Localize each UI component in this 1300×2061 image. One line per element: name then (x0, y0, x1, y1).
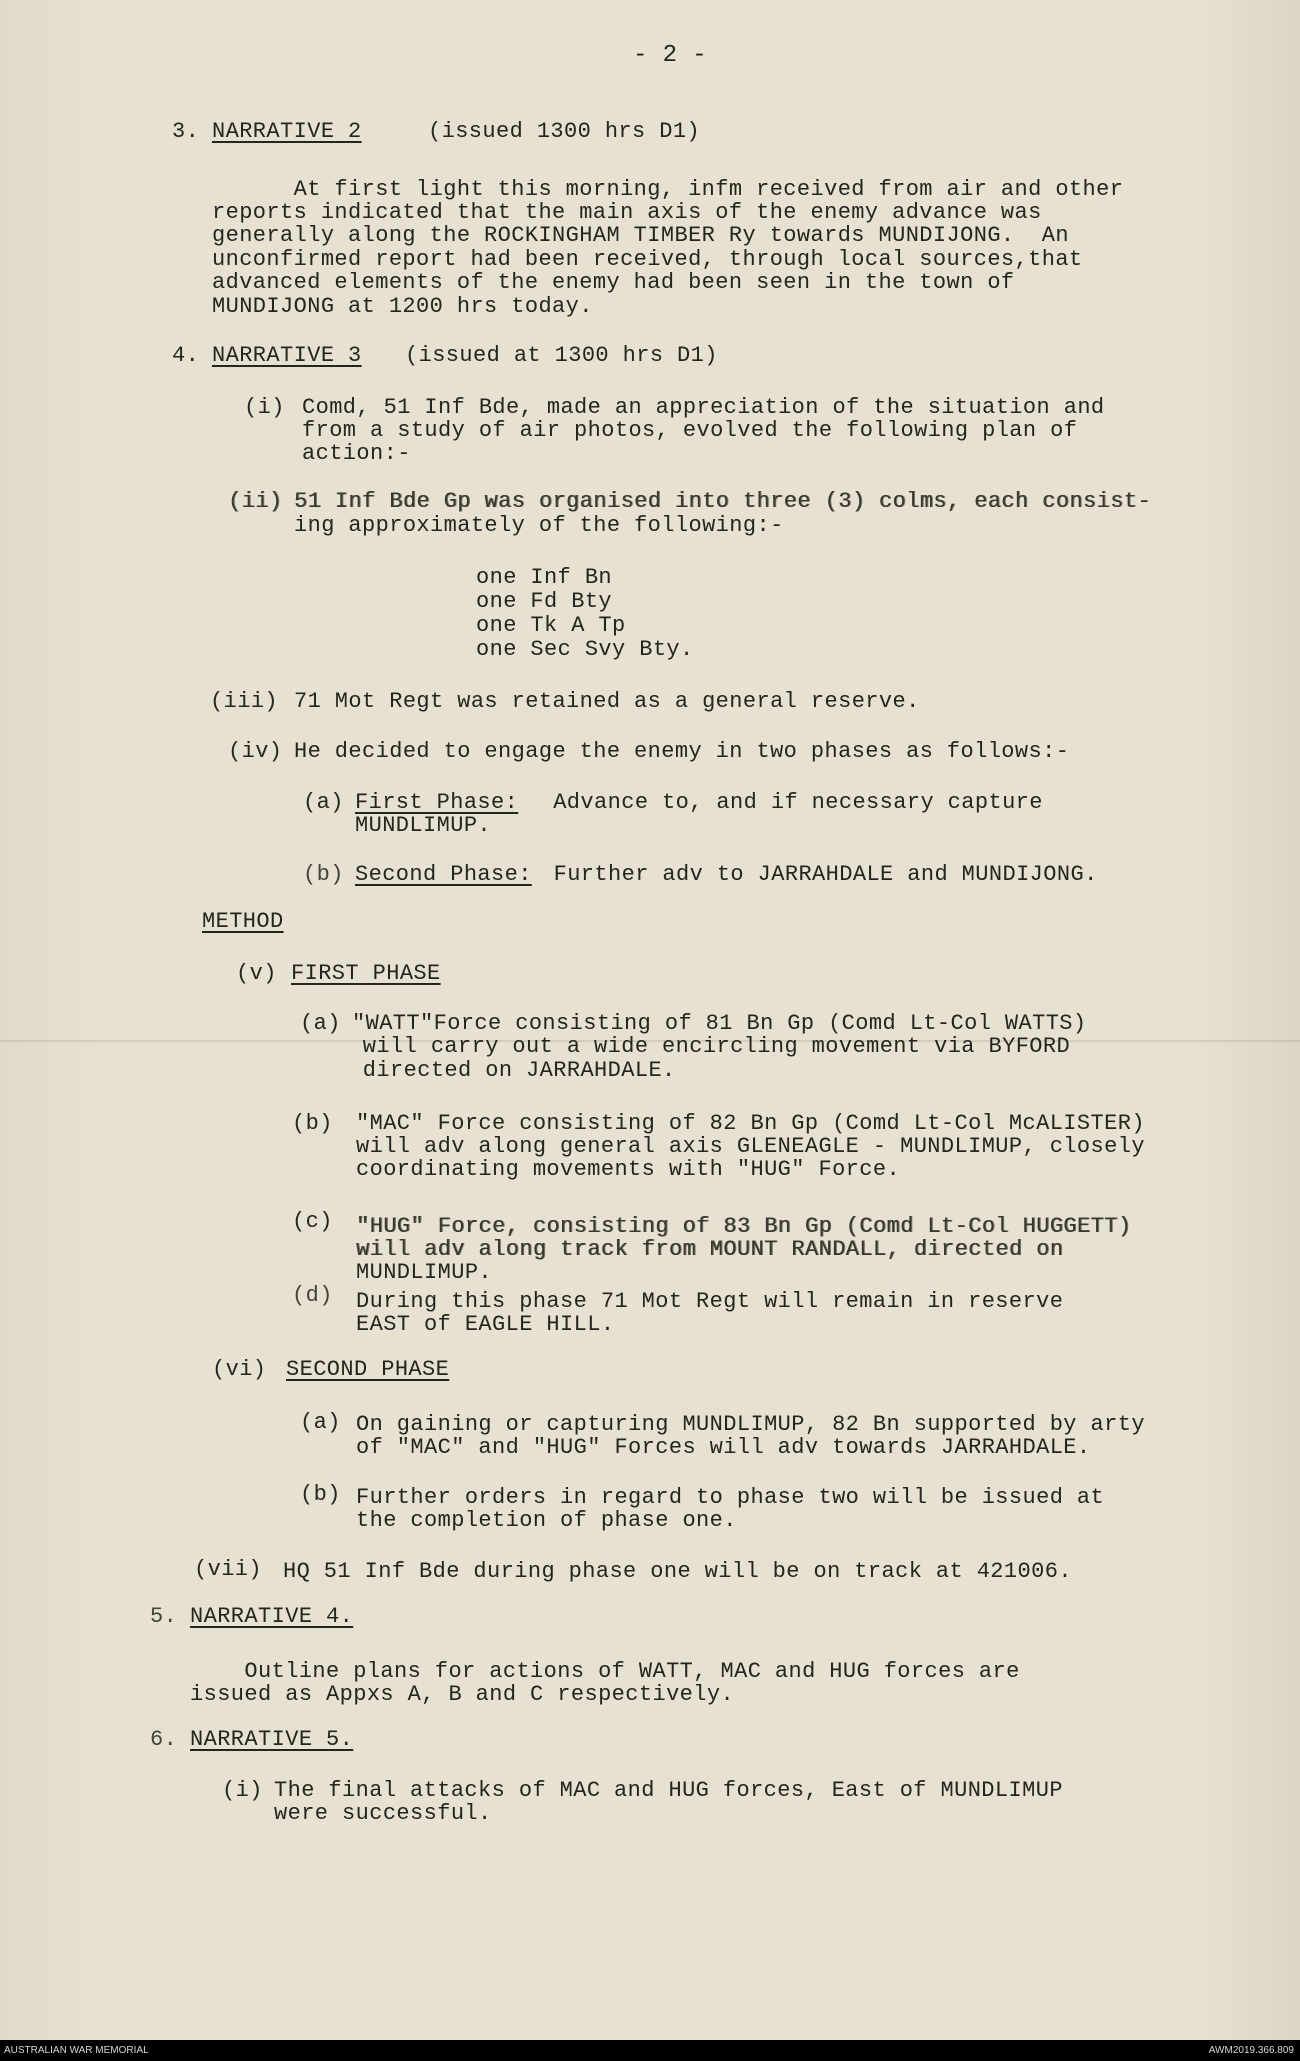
item-iv-a-text: Advance to, and if necessary capture (526, 790, 1043, 815)
para-3-number: 3. (172, 119, 200, 144)
method-heading: METHOD (202, 909, 284, 934)
text-line: During this phase 71 Mot Regt will remain in reserve (356, 1289, 1064, 1314)
archive-name: AUSTRALIAN WAR MEMORIAL (4, 2045, 149, 2056)
list-item: one Inf Bn (476, 565, 613, 590)
list-item: one Tk A Tp (476, 613, 626, 638)
item-iv-a-text-cont: MUNDLIMUP. (355, 813, 492, 838)
para-6-number: 6. (150, 1727, 178, 1752)
text-line: were successful. (274, 1801, 492, 1826)
text-line: the completion of phase one. (356, 1508, 737, 1533)
archive-footer (0, 2040, 1300, 2061)
second-phase-title: SECOND PHASE (286, 1357, 450, 1382)
item-iii-label: (iii) (210, 689, 279, 714)
item-v-d-label: (d) (292, 1283, 333, 1308)
para-5-heading: NARRATIVE 4. (190, 1604, 354, 1629)
item-vi-label: (vi) (212, 1357, 267, 1382)
item-vii-label: (vii) (194, 1557, 263, 1582)
item-iv-label: (iv) (228, 739, 283, 764)
text-line: will adv along general axis GLENEAGLE - MUNDLIMUP, closely (356, 1134, 1145, 1159)
item-iv-text: He decided to engage the enemy in two phases as follows:- (294, 739, 1070, 764)
text-line: generally along the ROCKINGHAM TIMBER Ry towards MUNDIJONG. An (212, 223, 1069, 248)
para-4-number: 4. (172, 343, 200, 368)
text-line: EAST of EAGLE HILL. (356, 1312, 615, 1337)
text-line: MUNDLIMUP. (356, 1260, 493, 1285)
item-v-c-label: (c) (292, 1209, 333, 1234)
first-phase-title: FIRST PHASE (291, 961, 441, 986)
text-line: unconfirmed report had been received, through local sources,that (212, 247, 1083, 272)
text-line: advanced elements of the enemy had been seen in the town of (212, 270, 1015, 295)
list-item: one Sec Svy Bty. (476, 637, 694, 662)
text-line: "MAC" Force consisting of 82 Bn Gp (Comd Lt-Col McALISTER) (356, 1111, 1145, 1136)
item-6-i-label: (i) (222, 1778, 263, 1803)
text-line: will adv along track from MOUNT RANDALL, directed on (356, 1237, 1064, 1262)
text-line: MUNDIJONG at 1200 hrs today. (212, 294, 593, 319)
item-v-label: (v) (236, 961, 277, 986)
text-line: ing approximately of the following:- (294, 513, 784, 538)
text-line: directed on JARRAHDALE. (322, 1058, 676, 1083)
para-5-number: 5. (150, 1604, 178, 1629)
text-line: Comd, 51 Inf Bde, made an appreciation of the situation and (302, 395, 1105, 420)
item-iv-a-label: (a) (303, 790, 344, 815)
text-line: "HUG" Force, consisting of 83 Bn Gp (Comd Lt-Col HUGGETT) (356, 1214, 1132, 1239)
text-line: coordinating movements with "HUG" Force. (356, 1157, 901, 1182)
text-line: reports indicated that the main axis of the enemy advance was (212, 200, 1042, 225)
item-iv-b-text: Further adv to JARRAHDALE and MUNDIJONG. (540, 862, 1098, 887)
text-line: from a study of air photos, evolved the following plan of (302, 418, 1078, 443)
para-6-heading: NARRATIVE 5. (190, 1727, 354, 1752)
para-4-issued: (issued at 1300 hrs D1) (405, 343, 718, 368)
text-line: "WATT"Force consisting of 81 Bn Gp (Comd Lt-Col WATTS) (352, 1011, 1087, 1036)
list-item: one Fd Bty (476, 589, 613, 614)
para-3-issued: (issued 1300 hrs D1) (428, 119, 701, 144)
archive-reference: AWM2019.366.809 (1208, 2045, 1294, 2056)
text-line: will carry out a wide encircling movement via BYFORD (322, 1034, 1071, 1059)
text-line: issued as Appxs A, B and C respectively. (190, 1682, 735, 1707)
text-line: Further orders in regard to phase two will be issued at (356, 1485, 1105, 1510)
text-line: 51 Inf Bde Gp was organised into three (3) colms, each consist- (294, 489, 1151, 514)
item-vii-text: HQ 51 Inf Bde during phase one will be on track at 421006. (283, 1559, 1072, 1584)
item-ii-label: (ii) (228, 489, 283, 514)
text-line: On gaining or capturing MUNDLIMUP, 82 Bn supported by arty (356, 1412, 1145, 1437)
second-phase-heading: Second Phase: (355, 862, 532, 887)
text-line: At first light this morning, infm received from air and other (212, 177, 1124, 202)
para-4-heading: NARRATIVE 3 (212, 343, 362, 368)
item-v-b-label: (b) (292, 1111, 333, 1136)
text-line: action:- (302, 441, 411, 466)
item-vi-b-label: (b) (300, 1482, 341, 1507)
first-phase-heading: First Phase: (355, 790, 519, 815)
item-vi-a-label: (a) (300, 1410, 341, 1435)
text-line: of "MAC" and "HUG" Forces will adv towards JARRAHDALE. (356, 1435, 1091, 1460)
para-3-heading: NARRATIVE 2 (212, 119, 362, 144)
item-v-a-label: (a) (300, 1011, 341, 1036)
text-line: Outline plans for actions of WATT, MAC and HUG forces are (190, 1659, 1020, 1684)
text-line: The final attacks of MAC and HUG forces, East of MUNDLIMUP (274, 1778, 1063, 1803)
item-i-label: (i) (244, 395, 285, 420)
item-iv-b-label: (b) (303, 862, 344, 887)
page-number: - 2 - (633, 42, 708, 69)
item-iii-text: 71 Mot Regt was retained as a general reserve. (294, 689, 920, 714)
